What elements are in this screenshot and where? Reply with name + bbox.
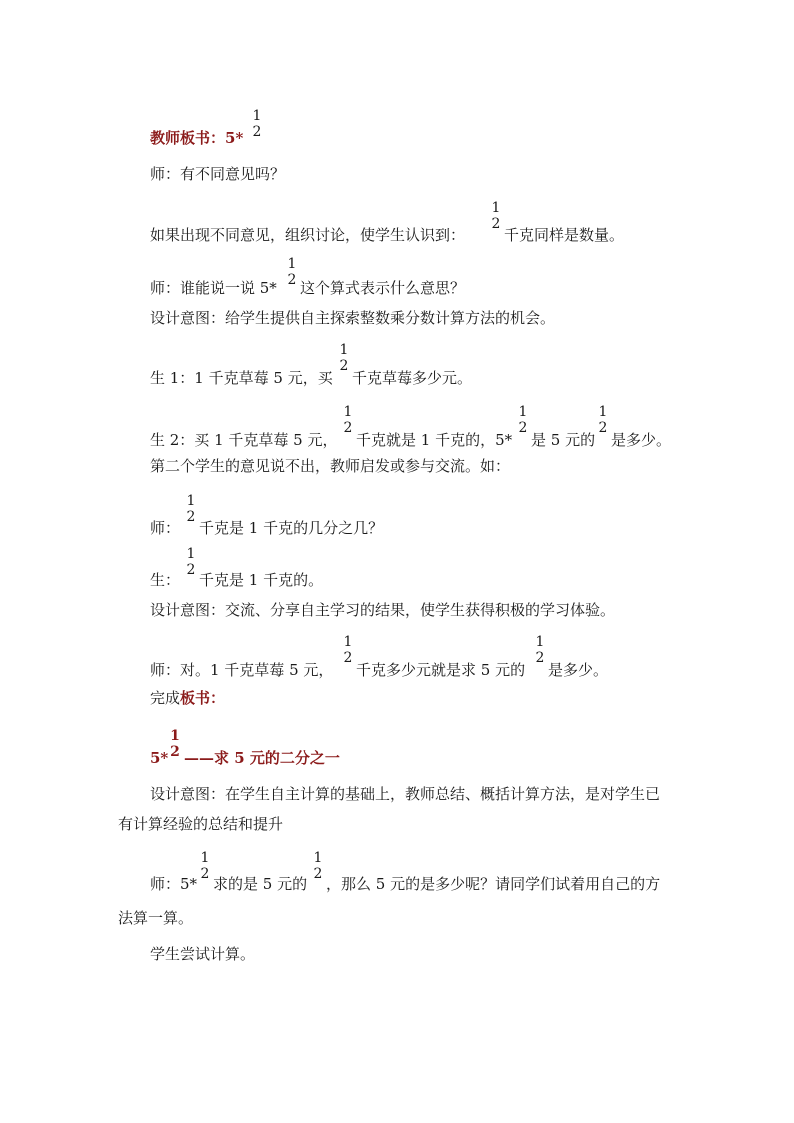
board-heading: 教师板书：5* (150, 129, 244, 147)
design-intent: 设计意图：在学生自主计算的基础上，教师总结、概括计算方法，是对学生已 (150, 785, 661, 803)
teacher-line: 千克多少元就是求 5 元的 (356, 661, 526, 679)
student-line: 千克是 1 千克的。 (199, 571, 324, 589)
design-intent: 设计意图：交流、分享自主学习的结果，使学生获得积极的学习体验。 (150, 601, 616, 619)
student-line: 是 5 元的 (531, 431, 596, 449)
fraction: 1 2 (186, 546, 196, 578)
teacher-line: 这个算式表示什么意思？ (300, 279, 466, 297)
student-line: 生： (150, 571, 181, 589)
teacher-line: 师：谁能说一说 5* (150, 279, 277, 297)
board-label: 板书： (180, 689, 226, 707)
fraction: 1 2 (339, 342, 349, 374)
paragraph-text: 学生尝试计算。 (150, 945, 256, 963)
fraction: 1 2 (535, 634, 545, 666)
board-formula: 5* (150, 749, 169, 767)
teacher-line: ，那么 5 元的是多少呢？请同学们试着用自己的方 (326, 875, 661, 893)
fraction: 1 2 (252, 108, 262, 140)
fraction: 1 2 (343, 634, 353, 666)
fraction: 1 2 (200, 850, 210, 882)
paragraph-text: 如果出现不同意见，组织讨论，使学生认识到： (150, 226, 466, 244)
fraction: 1 2 (491, 200, 501, 232)
fraction: 1 2 (287, 256, 297, 288)
design-intent: 设计意图：给学生提供自主探索整数乘分数计算方法的机会。 (150, 309, 556, 327)
fraction: 1 2 (186, 493, 196, 525)
teacher-line: 师：5* (150, 875, 198, 893)
teacher-line: 师：对。1 千克草莓 5 元， (150, 661, 334, 679)
fraction: 1 2 (313, 850, 323, 882)
fraction: 1 2 (598, 404, 608, 436)
student-line: 千克就是 1 千克的，5* (356, 431, 513, 449)
fraction: 1 2 (518, 404, 528, 436)
design-intent: 有计算经验的总结和提升 (118, 815, 284, 833)
teacher-line: 师： (150, 519, 181, 537)
paragraph-text: 千克同样是数量。 (504, 226, 625, 244)
teacher-line: 是多少。 (548, 661, 609, 679)
student-line: 千克草莓多少元。 (352, 369, 473, 387)
paragraph-text: 第二个学生的意见说不出，教师启发或参与交流。如： (150, 457, 511, 475)
paragraph-text: 完成 (150, 689, 181, 707)
teacher-line: 求的是 5 元的 (213, 875, 308, 893)
fraction: 1 2 (170, 728, 180, 760)
student-line: 生 1：1 千克草莓 5 元，买 (150, 369, 333, 387)
teacher-line: 千克是 1 千克的几分之几？ (199, 519, 384, 537)
teacher-line: 师：有不同意见吗？ (150, 165, 286, 183)
teacher-line: 法算一算。 (118, 909, 194, 927)
board-formula: ——求 5 元的二分之一 (184, 749, 340, 767)
student-line: 生 2：买 1 千克草莓 5 元， (150, 431, 338, 449)
fraction: 1 2 (343, 404, 353, 436)
student-line: 是多少。 (611, 431, 672, 449)
